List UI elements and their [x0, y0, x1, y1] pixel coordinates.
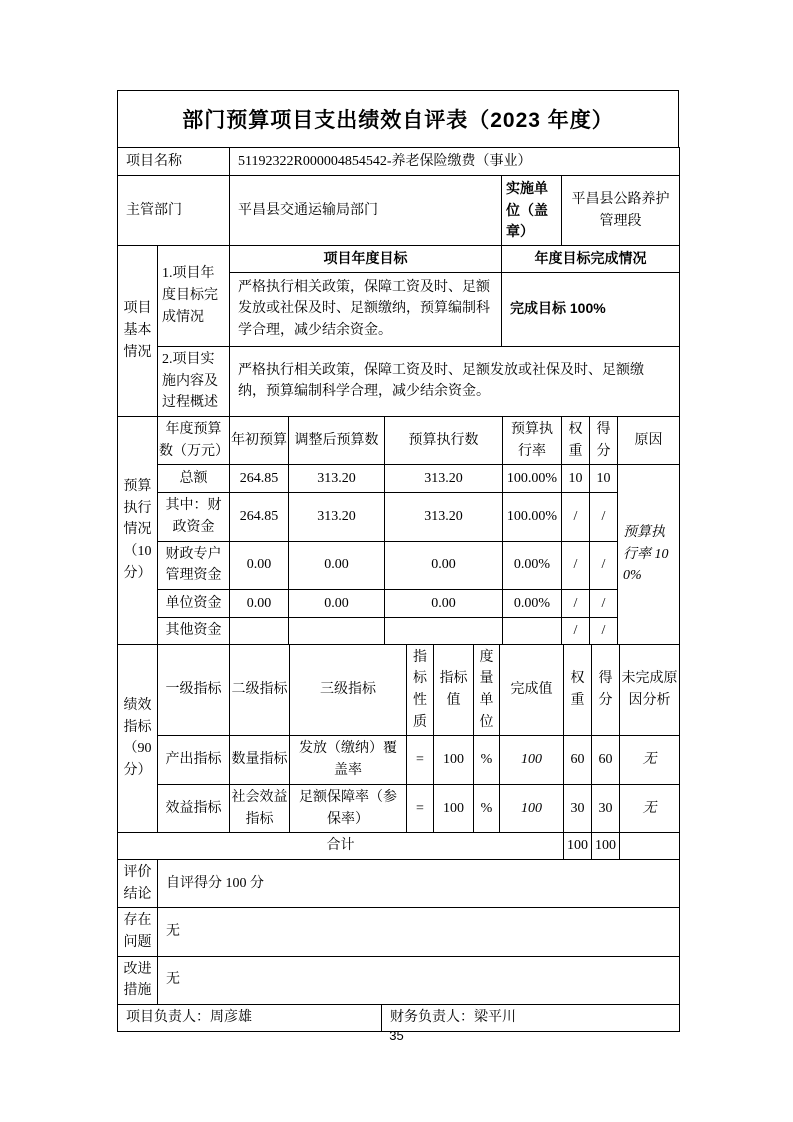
perf-header-score: 得分: [592, 644, 620, 736]
goal-text: 严格执行相关政策，保障工资及时、足额发放或社保及时、足额缴纳，预算编制科学合理，减少结余资金。: [230, 272, 502, 346]
budget-header-rate: 预算执行率: [503, 416, 562, 464]
budget-table: [117, 416, 680, 645]
budget-cell-score: /: [590, 493, 618, 541]
perf-cell-score: 30: [592, 784, 620, 832]
budget-cell-rate: 100.00%: [503, 465, 562, 493]
budget-cell-rate: 0.00%: [503, 541, 562, 589]
budget-cell-executed: 313.20: [385, 465, 503, 493]
perf-total-label: 合计: [118, 833, 564, 860]
budget-row-label: 其中：财政资金: [158, 493, 230, 541]
budget-row-label: 财政专户管理资金: [158, 541, 230, 589]
budget-cell-adjusted: [289, 618, 385, 645]
conclusion-text: 自评得分 100 分: [158, 859, 680, 907]
completion-header: 年度目标完成情况: [502, 246, 680, 273]
budget-cell-adjusted: 0.00: [289, 541, 385, 589]
basic-row2-label: 2.项目实施内容及过程概述: [158, 346, 230, 416]
completion-text: 完成目标 100%: [502, 272, 680, 346]
finance-manager: 财务负责人：梁平川: [382, 1005, 680, 1032]
budget-row-label: 其他资金: [158, 618, 230, 645]
budget-row-label: 总额: [158, 465, 230, 493]
budget-row-unit-funds: [118, 590, 680, 618]
perf-cell-l1: 效益指标: [158, 784, 230, 832]
section-label-budget: 预算执行情况（10分）: [118, 416, 158, 644]
perf-row-total: [118, 833, 680, 860]
budget-cell-adjusted: 313.20: [289, 493, 385, 541]
budget-cell-weight: /: [562, 541, 590, 589]
perf-cell-actual: 100: [500, 784, 564, 832]
perf-cell-l3: 发放（缴纳）覆盖率: [290, 736, 407, 784]
budget-row-other-funds: [118, 618, 680, 645]
budget-header-score: 得分: [590, 416, 618, 464]
budget-cell-score: /: [590, 590, 618, 618]
budget-row-special-account: [118, 541, 680, 589]
perf-cell-reason: 无: [620, 736, 680, 784]
perf-header-reason: 未完成原因分析: [620, 644, 680, 736]
budget-header-first: 年度预算数（万元）: [158, 416, 230, 464]
project-name-label: 项目名称: [118, 148, 230, 176]
measures-label: 改进措施: [118, 956, 158, 1004]
conclusion-label: 评价结论: [118, 859, 158, 907]
budget-header-reason: 原因: [618, 416, 680, 464]
budget-cell-initial: 0.00: [230, 590, 289, 618]
perf-cell-target: 100: [434, 784, 474, 832]
budget-cell-adjusted: 0.00: [289, 590, 385, 618]
budget-cell-rate: 100.00%: [503, 493, 562, 541]
performance-table: [117, 644, 680, 860]
perf-cell-score: 60: [592, 736, 620, 784]
perf-cell-l3: 足额保障率（参保率）: [290, 784, 407, 832]
budget-cell-rate: 0.00%: [503, 590, 562, 618]
budget-cell-weight: 10: [562, 465, 590, 493]
budget-cell-initial: 264.85: [230, 465, 289, 493]
perf-header-unit: 度量单位: [474, 644, 500, 736]
page-title: 部门预算项目支出绩效自评表（2023 年度）: [117, 90, 679, 148]
perf-cell-l1: 产出指标: [158, 736, 230, 784]
budget-cell-adjusted: 313.20: [289, 465, 385, 493]
basic-row1-label: 1.项目年度目标完成情况: [158, 246, 230, 347]
budget-cell-weight: /: [562, 590, 590, 618]
perf-total-reason-empty: [620, 833, 680, 860]
budget-cell-weight: /: [562, 493, 590, 541]
problems-label: 存在问题: [118, 908, 158, 956]
perf-cell-unit: %: [474, 784, 500, 832]
budget-cell-weight: /: [562, 618, 590, 645]
summary-table: [117, 859, 680, 1005]
budget-cell-score: /: [590, 541, 618, 589]
perf-cell-weight: 30: [564, 784, 592, 832]
budget-reason-cell: 预算执行率 100%: [618, 465, 680, 644]
section-label-performance: 绩效指标（90分）: [118, 644, 158, 833]
budget-row-label: 单位资金: [158, 590, 230, 618]
perf-header-l2: 二级指标: [230, 644, 290, 736]
budget-cell-score: /: [590, 618, 618, 645]
perf-header-actual: 完成值: [500, 644, 564, 736]
perf-cell-nature: =: [407, 784, 434, 832]
project-manager: 项目负责人：周彦雄: [118, 1005, 382, 1032]
perf-row-benefit: [118, 784, 680, 832]
perf-header-l3: 三级指标: [290, 644, 407, 736]
budget-cell-executed: 313.20: [385, 493, 503, 541]
budget-header-weight: 权重: [562, 416, 590, 464]
perf-cell-l2: 数量指标: [230, 736, 290, 784]
dept-value: 平昌县交通运输局部门: [230, 176, 502, 246]
evaluation-sheet: [117, 90, 679, 1032]
budget-header-adjusted: 调整后预算数: [289, 416, 385, 464]
goal-header: 项目年度目标: [230, 246, 502, 273]
perf-cell-l2: 社会效益指标: [230, 784, 290, 832]
top-info-table: [117, 147, 680, 246]
problems-text: 无: [158, 908, 680, 956]
budget-cell-executed: [385, 618, 503, 645]
budget-cell-executed: 0.00: [385, 541, 503, 589]
budget-cell-score: 10: [590, 465, 618, 493]
perf-total-score: 100: [592, 833, 620, 860]
perf-header-nature: 指标性质: [407, 644, 434, 736]
perf-row-output: [118, 736, 680, 784]
dept-label: 主管部门: [118, 176, 230, 246]
perf-header-target: 指标值: [434, 644, 474, 736]
perf-header-l1: 一级指标: [158, 644, 230, 736]
budget-row-total: [118, 465, 680, 493]
budget-cell-initial: 264.85: [230, 493, 289, 541]
impl-unit-value: 平昌县公路养护管理段: [562, 176, 680, 246]
budget-cell-initial: 0.00: [230, 541, 289, 589]
project-name-value: 51192322R000004854542-养老保险缴费（事业）: [230, 148, 680, 176]
perf-cell-actual: 100: [500, 736, 564, 784]
perf-header-weight: 权重: [564, 644, 592, 736]
budget-cell-rate: [503, 618, 562, 645]
page-number: 35: [389, 1028, 404, 1043]
basic-info-table: [117, 245, 680, 417]
budget-cell-initial: [230, 618, 289, 645]
measures-text: 无: [158, 956, 680, 1004]
perf-total-weight: 100: [564, 833, 592, 860]
impl-unit-label: 实施单位（盖章）: [502, 176, 562, 246]
perf-cell-weight: 60: [564, 736, 592, 784]
budget-header-initial: 年初预算: [230, 416, 289, 464]
perf-cell-target: 100: [434, 736, 474, 784]
perf-cell-nature: =: [407, 736, 434, 784]
basic-row2-text: 严格执行相关政策，保障工资及时、足额发放或社保及时、足额缴纳，预算编制科学合理，减少结余资金。: [230, 346, 680, 416]
perf-cell-unit: %: [474, 736, 500, 784]
budget-header-executed: 预算执行数: [385, 416, 503, 464]
perf-cell-reason: 无: [620, 784, 680, 832]
section-label-basic: 项目基本情况: [118, 246, 158, 417]
budget-cell-executed: 0.00: [385, 590, 503, 618]
budget-row-fiscal: [118, 493, 680, 541]
